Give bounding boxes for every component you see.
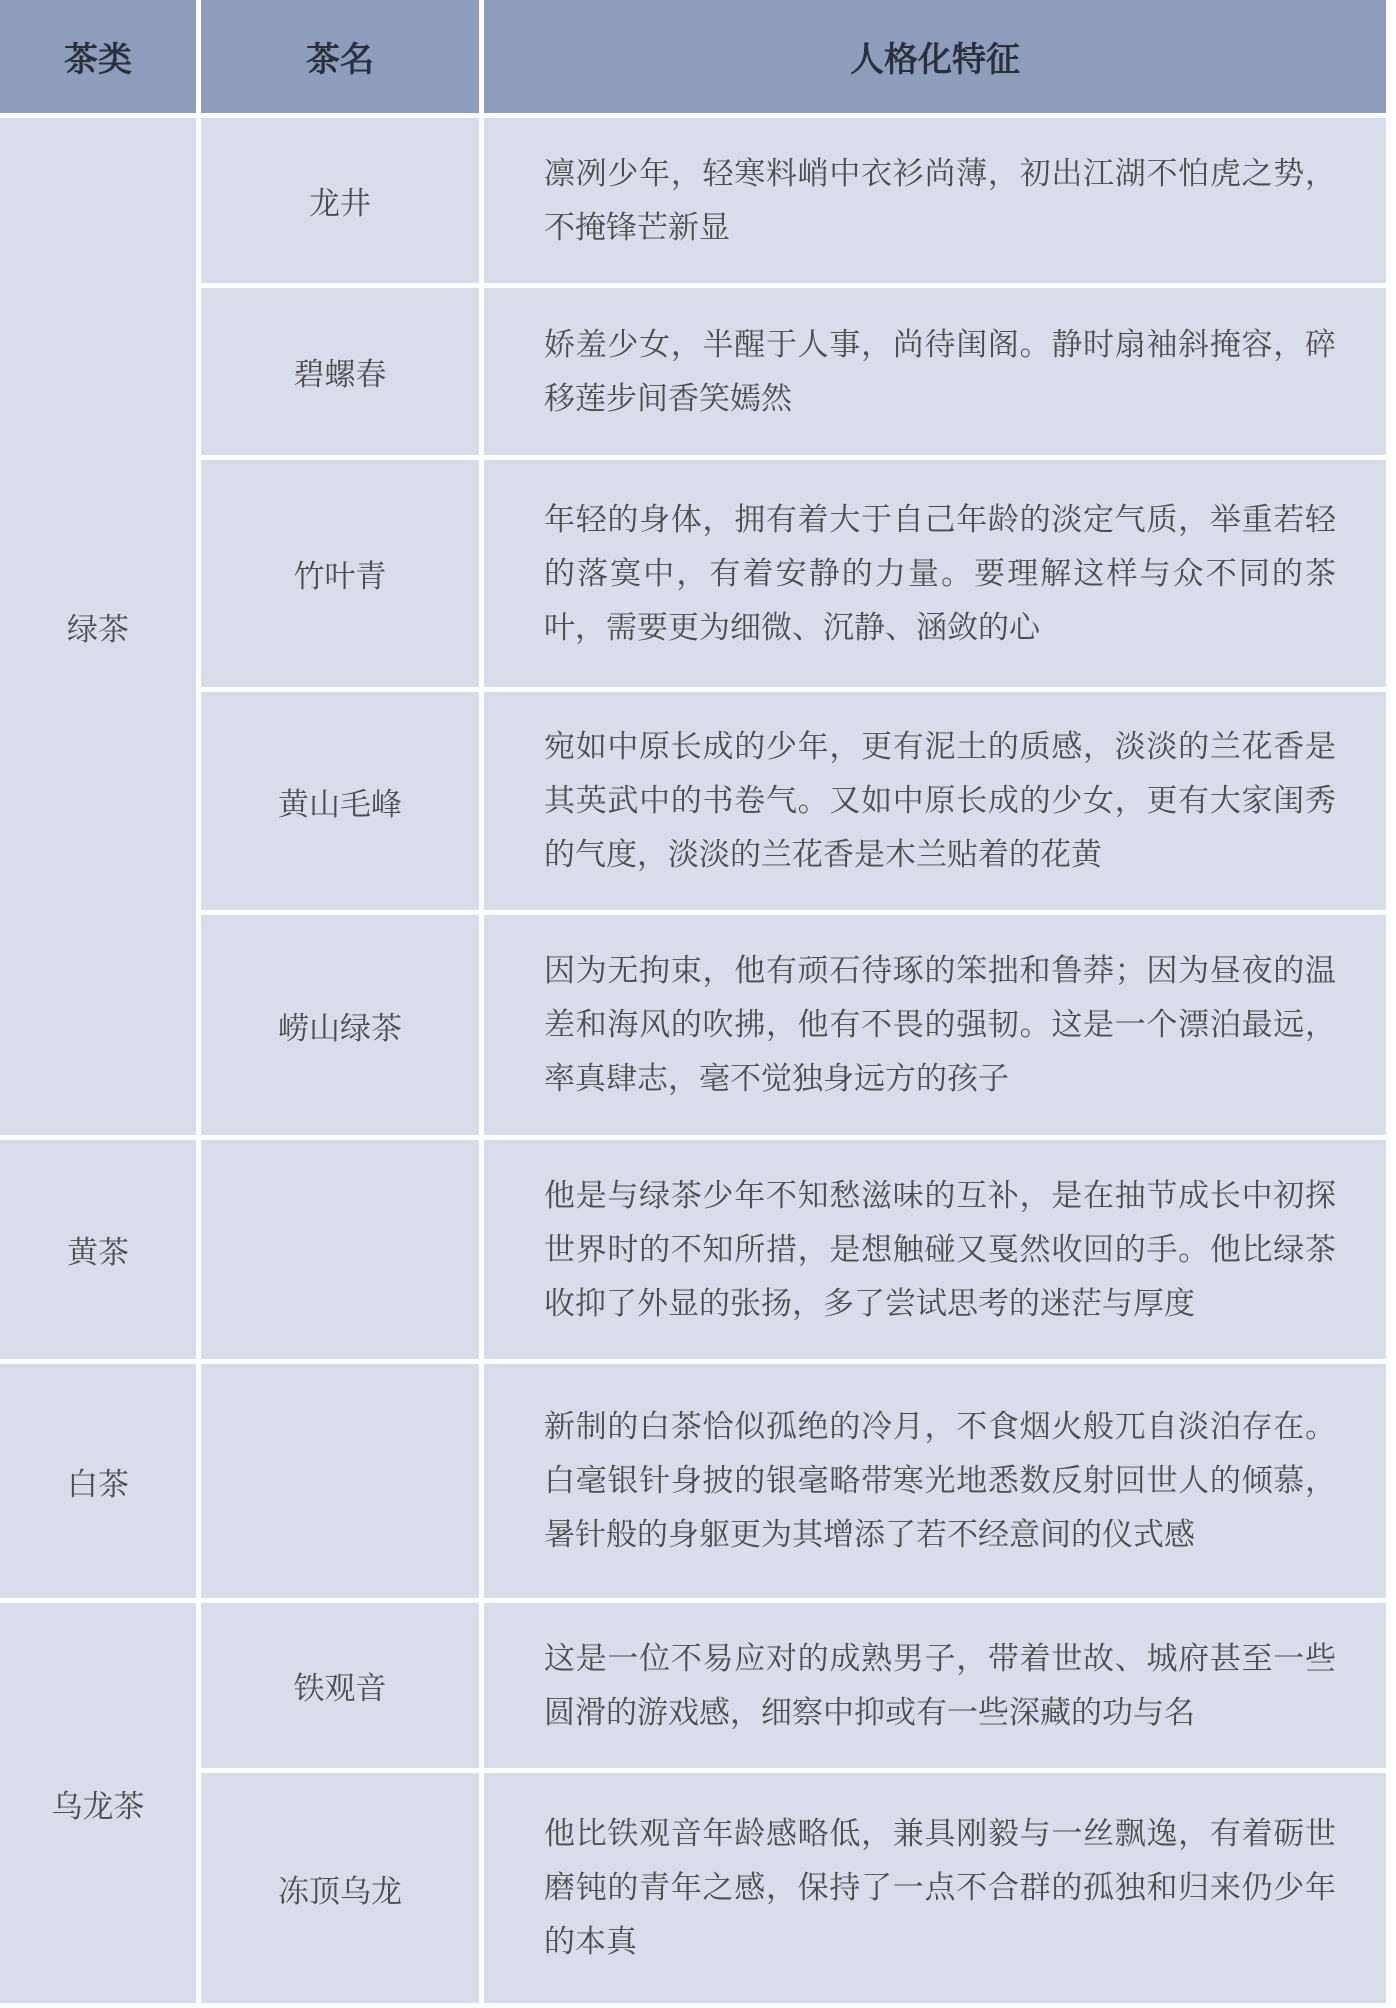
tea-name-cell [201, 1364, 479, 1598]
header-traits: 人格化特征 [484, 0, 1386, 113]
traits-cell: 他是与绿茶少年不知愁滋味的互补，是在抽节成长中初探世界时的不知所措，是想触碰又戛然收回的手。他比绿茶收抑了外显的张扬，多了尝试思考的迷茫与厚度 [484, 1140, 1386, 1359]
header-row [0, 0, 1386, 113]
table-row [0, 288, 1386, 455]
tea-name-cell: 龙井 [201, 118, 479, 283]
header-tea-name: 茶名 [201, 0, 479, 113]
tea-name-cell: 冻顶乌龙 [201, 1773, 479, 2003]
tea-name-cell: 竹叶青 [201, 460, 479, 687]
tea-name-cell: 崂山绿茶 [201, 915, 479, 1135]
category-cell: 黄茶 [0, 1140, 196, 1359]
table-row [0, 915, 1386, 1135]
table-row [0, 1140, 1386, 1359]
header-category: 茶类 [0, 0, 196, 113]
category-cell: 绿茶 [0, 118, 196, 1135]
table-row [0, 692, 1386, 910]
tea-name-cell [201, 1140, 479, 1359]
table-row [0, 118, 1386, 283]
traits-cell: 因为无拘束，他有顽石待琢的笨拙和鲁莽；因为昼夜的温差和海风的吹拂，他有不畏的强韧。这是一个漂泊最远，率真肆志，毫不觉独身远方的孩子 [484, 915, 1386, 1135]
table-row [0, 1603, 1386, 1768]
traits-cell: 年轻的身体，拥有着大于自己年龄的淡定气质，举重若轻的落寞中，有着安静的力量。要理解这样与众不同的茶叶，需要更为细微、沉静、涵敛的心 [484, 460, 1386, 687]
tea-name-cell: 铁观音 [201, 1603, 479, 1768]
table-row [0, 1773, 1386, 2003]
category-cell: 白茶 [0, 1364, 196, 1598]
traits-cell: 凛冽少年，轻寒料峭中衣衫尚薄，初出江湖不怕虎之势，不掩锋芒新显 [484, 118, 1386, 283]
tea-name-cell: 黄山毛峰 [201, 692, 479, 910]
traits-cell: 娇羞少女，半醒于人事，尚待闺阁。静时扇袖斜掩容，碎移莲步间香笑嫣然 [484, 288, 1386, 455]
traits-cell: 新制的白茶恰似孤绝的冷月，不食烟火般兀自淡泊存在。白毫银针身披的银毫略带寒光地悉数反射回世人的倾慕，暑针般的身躯更为其增添了若不经意间的仪式感 [484, 1364, 1386, 1598]
traits-cell: 他比铁观音年龄感略低，兼具刚毅与一丝飘逸，有着砺世磨钝的青年之感，保持了一点不合群的孤独和归来仍少年的本真 [484, 1773, 1386, 2003]
traits-cell: 这是一位不易应对的成熟男子，带着世故、城府甚至一些圆滑的游戏感，细察中抑或有一些深藏的功与名 [484, 1603, 1386, 1768]
tea-name-cell: 碧螺春 [201, 288, 479, 455]
traits-cell: 宛如中原长成的少年，更有泥土的质感，淡淡的兰花香是其英武中的书卷气。又如中原长成的少女，更有大家闺秀的气度，淡淡的兰花香是木兰贴着的花黄 [484, 692, 1386, 910]
category-cell: 乌龙茶 [0, 1603, 196, 2003]
table-row [0, 1364, 1386, 1598]
table-row [0, 460, 1386, 687]
